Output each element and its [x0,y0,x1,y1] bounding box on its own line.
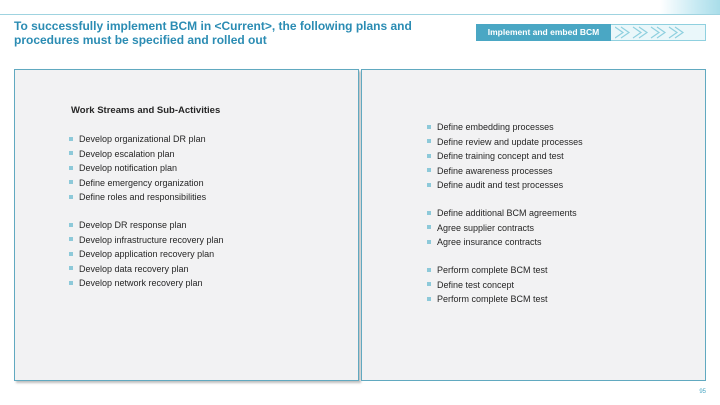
list-item: Perform complete BCM test [427,263,548,278]
bullet-icon [427,240,431,244]
list-item: Define review and update processes [427,135,583,150]
bullet-icon [427,139,431,143]
list-item: Define test concept [427,278,548,293]
section-tag: Implement and embed BCM [476,24,611,41]
list-item: Define additional BCM agreements [427,206,577,221]
list-item: Define awareness processes [427,164,583,179]
bullet-icon [427,282,431,286]
bullet-icon [69,281,73,285]
chevron-arrows-icon [615,26,685,39]
page-title: To successfully implement BCM in <Current>, the following plans and procedures must be specified and rolled out [14,19,412,47]
list-item: Develop escalation plan [69,147,206,162]
list-item: Develop application recovery plan [69,247,224,262]
right-group-1 [427,120,583,193]
list-item: Agree insurance contracts [427,235,577,250]
right-group-2 [427,206,577,250]
bullet-icon [427,154,431,158]
list-item: Agree supplier contracts [427,221,577,236]
bullet-icon [69,266,73,270]
right-panel [361,69,706,381]
list-item: Perform complete BCM test [427,292,548,307]
list-item: Define emergency organization [69,176,206,191]
left-group-1 [69,132,206,205]
left-group-2 [69,218,224,291]
list-item: Develop data recovery plan [69,262,224,277]
list-item: Define training concept and test [427,149,583,164]
list-item: Develop notification plan [69,161,206,176]
bullet-icon [69,166,73,170]
bullet-icon [427,225,431,229]
list-item: Define roles and responsibilities [69,190,206,205]
list-item: Define embedding processes [427,120,583,135]
bullet-icon [427,168,431,172]
bullet-icon [427,183,431,187]
page-number: 95 [699,389,706,395]
bullet-icon [69,237,73,241]
left-panel [14,69,359,381]
bullet-icon [69,151,73,155]
bullet-icon [69,137,73,141]
bullet-icon [427,125,431,129]
corner-gradient [660,0,720,14]
progress-chevrons [611,24,706,41]
right-group-3 [427,263,548,307]
bullet-icon [427,268,431,272]
bullet-icon [69,223,73,227]
bullet-icon [69,252,73,256]
bullet-icon [427,297,431,301]
list-item: Develop DR response plan [69,218,224,233]
workstreams-heading: Work Streams and Sub-Activities [71,105,221,116]
list-item: Develop organizational DR plan [69,132,206,147]
list-item: Define audit and test processes [427,178,583,193]
bullet-icon [427,211,431,215]
bullet-icon [69,195,73,199]
top-rule [0,14,720,15]
list-item: Develop network recovery plan [69,276,224,291]
list-item: Develop infrastructure recovery plan [69,233,224,248]
bullet-icon [69,180,73,184]
